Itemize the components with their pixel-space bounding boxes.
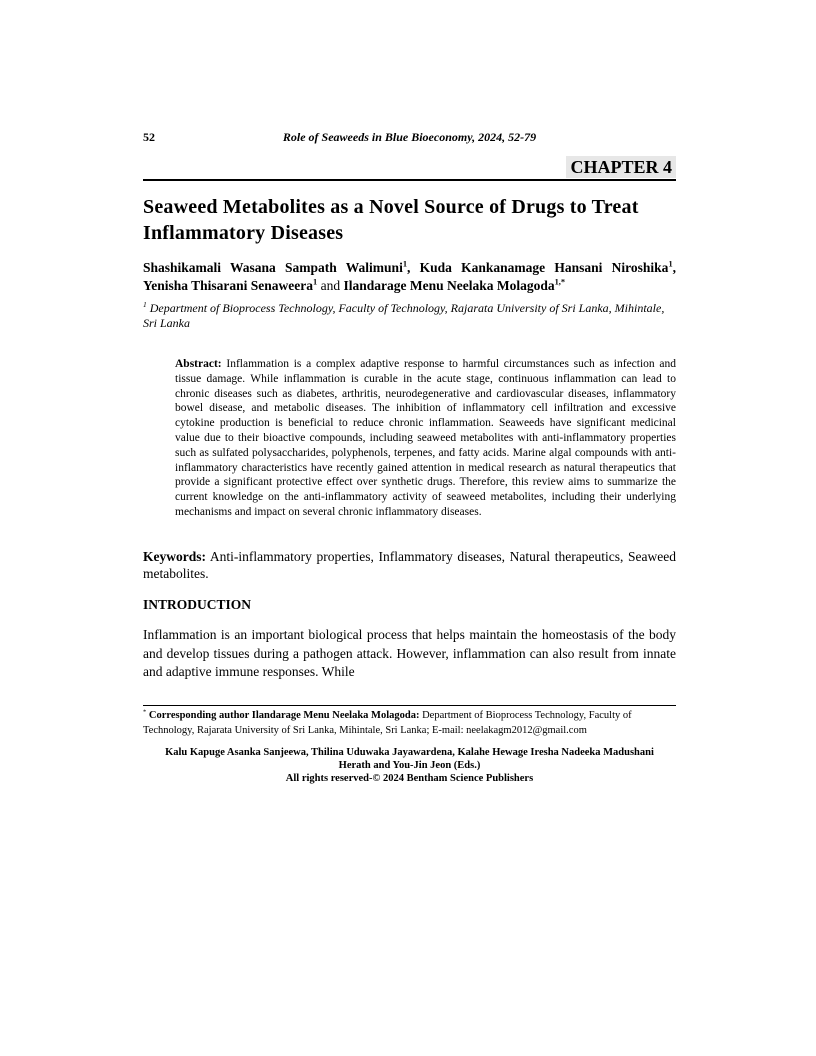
page-number: 52: [143, 130, 155, 144]
header-rule: [143, 179, 676, 181]
chapter-badge: CHAPTER 4: [566, 156, 676, 178]
affiliation-marker: 1: [143, 300, 147, 309]
author-name: Ilandarage Menu Neelaka Molagoda: [343, 277, 555, 293]
running-title: Role of Seaweeds in Blue Bioeconomy, 2024, 52-79: [282, 130, 537, 144]
copyright-line: All rights reserved-© 2024 Bentham Science Publishers: [285, 773, 534, 785]
author-name: Shashikamali Wasana Sampath Walimuni: [143, 260, 403, 275]
author-affiliation-marker: 1: [313, 277, 318, 286]
author-affiliation-marker: 1,*: [554, 277, 566, 286]
author-affiliation-marker: 1: [668, 259, 673, 269]
author-name: , Yenisha Thisarani Senaweera: [143, 260, 676, 293]
abstract-label: Abstract:: [175, 358, 222, 370]
introduction-paragraph: Inflammation is an important biological process that helps maintain the homeostasis of the body and develop tissues during a pathogen attack. However, inflammation can also result from innate and adaptive immune responses. While: [143, 626, 676, 680]
author-affiliation-marker: 1: [402, 259, 408, 269]
author-name: , Kuda Kankanamage Hansani Niroshika: [407, 260, 669, 275]
keywords-text: Anti-inflammatory properties, Inflammatory diseases, Natural therapeutics, Seaweed metabolites.: [143, 548, 676, 582]
book-footer: [143, 746, 676, 785]
editors-line: Herath and You-Jin Jeon (Eds.): [338, 760, 481, 772]
footnote-rule: [143, 705, 676, 706]
affiliation: [143, 301, 676, 331]
affiliation-text: Department of Bioprocess Technology, Faculty of Technology, Rajarata University of Sri Lanka, Mihintale, Sri Lanka: [143, 301, 665, 330]
keywords-label: Keywords:: [143, 548, 206, 564]
footnote-label: Corresponding author Ilandarage Menu Neelaka Molagoda:: [148, 710, 420, 722]
section-heading-introduction: INTRODUCTION: [143, 596, 252, 612]
article-title: Seaweed Metabolites as a Novel Source of Drugs to Treat Inflammatory Diseases: [143, 196, 639, 244]
editors-line: Kalu Kapuge Asanka Sanjeewa, Thilina Uduwaka Jayawardena, Kalahe Hewage Iresha Nadeeka Madushani: [165, 747, 654, 759]
abstract-text: Inflammation is a complex adaptive response to harmful circumstances such as infection and tissue damage. While inflammation is curable in the acute stage, continuous inflammation can lead to chronic diseases such as diabetes, arthritis, neurodegenerative and cardiovascular diseases, inflammatory bowel disease, and metabolic diseases. The inhibition of inflammatory cell infiltration and excessive cytokine production is beneficial to reduce chronic inflammation. Seaweeds have significant medicinal value due to their bioactive compounds, including seaweed metabolites with anti-inflammatory properties such as sulfated polysaccharides, polyphenols, terpenes, and fatty acids. Marine algal compounds with anti-inflammatory characteristics have recently gained attention in medical research as natural therapeutics that provide a significant protective effect over synthetic drugs. Therefore, this review aims to summarize the current knowledge on the anti-inflammatory activity of seaweed metabolites, including their underlying mechanisms and impact on several chronic inflammatory diseases.: [175, 358, 677, 518]
footnote-marker: *: [143, 708, 147, 716]
authors-line: [143, 259, 676, 294]
chapter-row: [143, 156, 676, 178]
running-head: [143, 130, 676, 144]
footnote-text: Department of Bioprocess Technology, Faculty of Technology, Rajarata University of Sri Lanka, Mihintale, Sri Lanka; E-mail: neelakagm2012@gmail.com: [143, 710, 632, 736]
abstract: [175, 357, 676, 520]
keywords: [143, 548, 676, 583]
authors-conjunction: and: [317, 277, 344, 293]
corresponding-author-footnote: [143, 709, 676, 738]
